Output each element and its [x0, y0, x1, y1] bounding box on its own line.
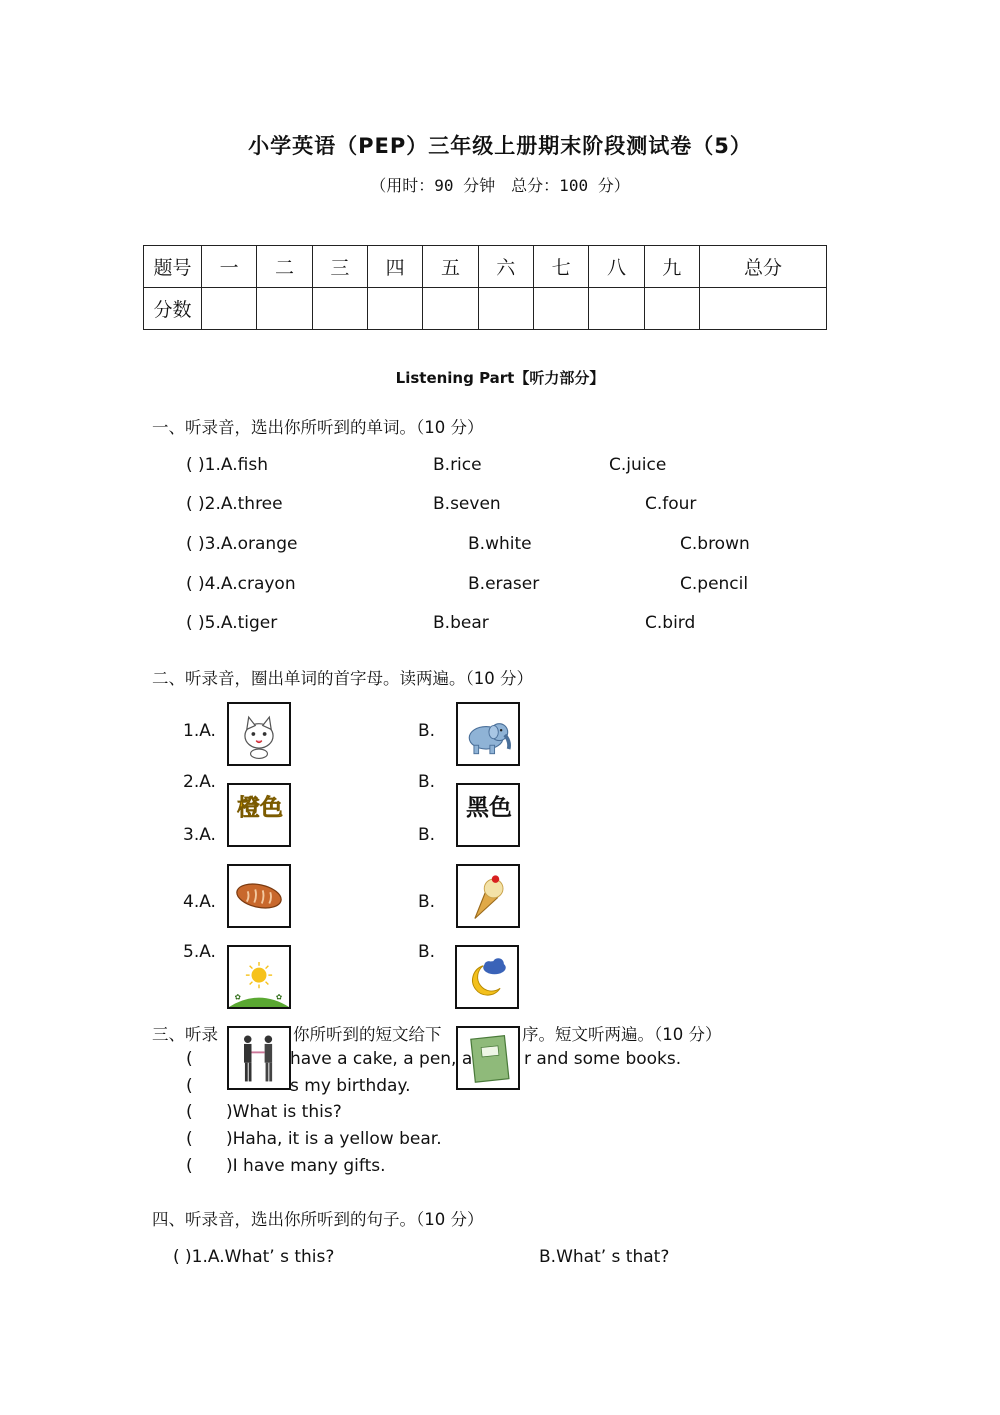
question-3-b: B.white [468, 534, 532, 554]
question-2-a: ( )2.A.three [186, 494, 283, 514]
score-cell: 八 [589, 246, 644, 288]
score-entry-cell[interactable] [367, 288, 422, 330]
s3-item-5: )I have many gifts. [226, 1156, 386, 1176]
elephant-icon [456, 702, 520, 766]
s3-item-3: )What is this? [226, 1102, 342, 1122]
s3-paren-1: ( [186, 1049, 193, 1069]
score-entry-cell[interactable] [202, 288, 257, 330]
question-4-a: ( )4.A.crayon [186, 574, 296, 594]
score-entry-cell[interactable] [589, 288, 644, 330]
s3-item-1a: have a cake, a pen, a [290, 1049, 473, 1069]
score-cell: 六 [478, 246, 533, 288]
score-entry-cell[interactable] [644, 288, 699, 330]
picture-label-2b: B. [418, 772, 436, 792]
question-5-a: ( )5.A.tiger [186, 613, 278, 633]
s3-paren-3: ( [186, 1102, 193, 1122]
picture-label-2a: 2.A. [183, 772, 216, 792]
question-2-c: C.four [645, 494, 697, 514]
score-entry-cell[interactable] [257, 288, 312, 330]
section3-heading-right: 序。短文听两遍。（10 分） [522, 1025, 722, 1044]
s3-item-4: )Haha, it is a yellow bear. [226, 1129, 442, 1149]
black-word-card [456, 783, 520, 847]
orange-word-card [227, 783, 291, 847]
score-cell: 总分 [700, 246, 827, 288]
picture-label-3b: B. [418, 825, 436, 845]
s4-question-1-a: ( )1.A.What’ s this? [173, 1247, 335, 1267]
score-entry-cell[interactable] [312, 288, 367, 330]
picture-label-1b: B. [418, 721, 436, 741]
s3-paren-4: ( [186, 1129, 193, 1149]
handshake-icon [227, 1026, 291, 1090]
score-table-score-row [144, 288, 827, 330]
question-5-c: C.bird [645, 613, 696, 633]
score-entry-cell[interactable] [700, 288, 827, 330]
orange-color-word: 橙色 [237, 795, 283, 821]
question-2-b: B.seven [433, 494, 501, 514]
picture-label-4a: 4.A. [183, 892, 216, 912]
score-cell: 题号 [144, 246, 202, 288]
black-color-word: 黑色 [466, 795, 512, 821]
cat-icon [227, 702, 291, 766]
section3-heading-mid: 你所听到的短文给下 [293, 1025, 442, 1044]
ice-cream-icon [456, 864, 520, 928]
score-table-header-row [144, 246, 827, 288]
score-entry-cell[interactable] [423, 288, 478, 330]
s3-paren-5: ( [186, 1156, 193, 1176]
section3-heading-left: 三、听录 [152, 1025, 218, 1044]
score-cell: 一 [202, 246, 257, 288]
bread-icon [227, 864, 291, 928]
score-entry-cell[interactable] [533, 288, 588, 330]
score-table [143, 245, 827, 330]
picture-label-5b: B. [418, 942, 436, 962]
score-cell: 五 [423, 246, 478, 288]
picture-label-1a: 1.A. [183, 721, 216, 741]
picture-label-4b: B. [418, 892, 436, 912]
svg-text:✿: ✿ [234, 992, 241, 1002]
score-cell: 九 [644, 246, 699, 288]
picture-label-5a: 5.A. [183, 942, 216, 962]
section1-heading: 一、听录音，选出你所听到的单词。（10 分） [152, 418, 484, 437]
question-4-b: B.eraser [468, 574, 540, 594]
page-subtitle: （用时：90 分钟 总分：100 分） [370, 176, 630, 195]
score-cell: 分数 [144, 288, 202, 330]
question-1-a: ( )1.A.fish [186, 455, 268, 475]
score-cell: 四 [367, 246, 422, 288]
listening-part-title: Listening Part【听力部分】 [395, 369, 605, 387]
moon-icon [455, 945, 519, 1009]
question-1-c: C.juice [609, 455, 667, 475]
score-cell: 三 [312, 246, 367, 288]
score-cell: 二 [257, 246, 312, 288]
sun-icon [227, 945, 291, 1009]
s3-paren-2: ( [186, 1076, 193, 1096]
score-entry-cell[interactable] [478, 288, 533, 330]
s3-item-2: s my birthday. [290, 1076, 411, 1096]
question-5-b: B.bear [433, 613, 489, 633]
score-cell: 七 [533, 246, 588, 288]
s4-question-1-b: B.What’ s that? [539, 1247, 670, 1267]
section2-heading: 二、听录音，圈出单词的首字母。读两遍。（10 分） [152, 669, 533, 688]
page-title: 小学英语（PEP）三年级上册期末阶段测试卷（5） [248, 134, 752, 158]
picture-label-3a: 3.A. [183, 825, 216, 845]
question-3-c: C.brown [680, 534, 750, 554]
question-1-b: B.rice [433, 455, 482, 475]
s3-item-1b: r and some books. [524, 1049, 682, 1069]
svg-text:✿: ✿ [275, 992, 283, 1002]
question-4-c: C.pencil [680, 574, 749, 594]
question-3-a: ( )3.A.orange [186, 534, 298, 554]
section4-heading: 四、听录音，选出你所听到的句子。（10 分） [152, 1210, 484, 1229]
